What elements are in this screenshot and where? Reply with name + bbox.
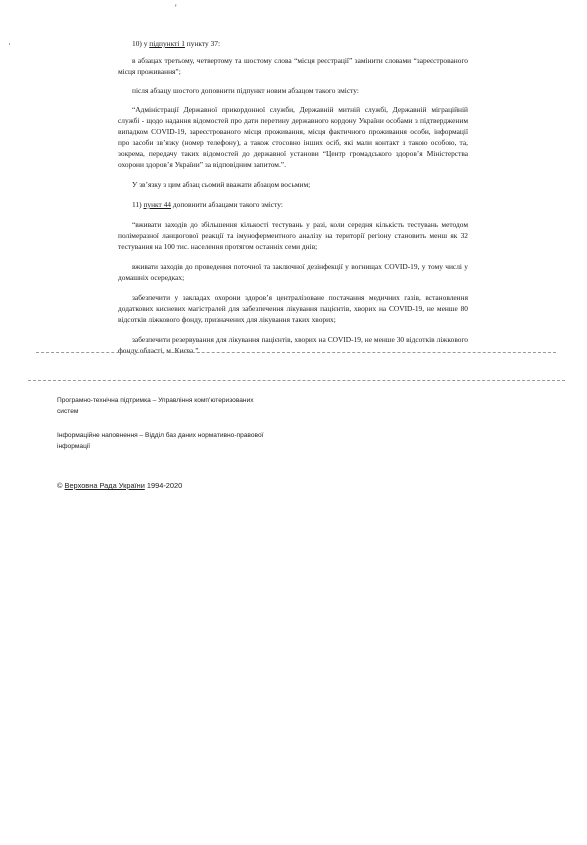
footer-support	[57, 395, 254, 417]
divider-top	[36, 352, 556, 353]
footer-copyright	[57, 480, 182, 491]
scan-speck-left: ·	[8, 39, 11, 49]
item-10-heading: 10) у підпункті 1 пункту 37:	[132, 39, 221, 48]
footer-info	[57, 430, 263, 452]
paragraph-3: “Адміністрації Державної прикордонної служби, Державній митній службі, Державній міграційній службі - щодо надання відомостей про дати перетину державного кордону України особами з підтвердженим випадком COVID-19, зареєстрованого місця проживання, місця фактичного проживання особи, інформації про засоби зв’язку (номер телефону), а також стосовно інших осіб, які мали контакт з такою особою, та, зокрема, передачу таких відомостей до державної установи “Центр громадського здоров’я Міністерства охорони здоров’я України” за відповідним запитом.”.	[118, 105, 468, 169]
divider-bottom	[28, 380, 565, 381]
paragraph-8: забезпечити резервування для лікування пацієнтів, хворих на COVID-19, не менше 30 відсотків ліжкового фонду області, м. Києва.”.	[118, 335, 468, 355]
paragraph-5: “вживати заходів до збільшення кількості тестувань у разі, коли середня кількість тестувань методом полімеразної ланцюгової реакції та імуноферментного аналізу на території регіону становить менш як 32 тестування на 100 тис. населення протягом останніх семи днів;	[118, 220, 468, 251]
paragraph-1: в абзацах третьому, четвертому та шостому слова “місця реєстрації” замінити словами “зареєстрованого місця проживання”;	[118, 56, 468, 76]
verkhovna-rada-link[interactable]: Верховна Рада України	[64, 481, 145, 490]
paragraph-6: вживати заходів до проведення поточної та заключної дезінфекції у вогнищах COVID-19, у тому числі у домашніх осередках;	[118, 262, 468, 282]
paragraph-2: після абзацу шостого доповнити підпункт новим абзацом такого змісту:	[132, 86, 359, 95]
subclause-1-link[interactable]: підпункті 1	[149, 39, 185, 48]
item-11-heading: 11) пункт 44 доповнити абзацами такого змісту:	[132, 200, 283, 209]
clause-44-link[interactable]: пункт 44	[143, 200, 172, 209]
copyright-years: 1994-2020	[144, 481, 183, 490]
footer-info-line2: інформації	[57, 443, 91, 450]
paragraph-7: забезпечити у закладах охорони здоров’я централізоване постачання медичних газів, встановлення додаткових кисневих магістралей для забезпечення лікування пацієнтів, хворих на COVID-19, не менше 80 відсотків ліжкового фонду, призначених для лікування таких хворих;	[118, 293, 468, 324]
footer-support-line1: Програмно-технічна підтримка – Управління комп’ютеризованих	[57, 397, 254, 404]
footer-info-line1: Інформаційне наповнення – Відділ баз даних нормативно-правової	[57, 432, 264, 439]
copyright-symbol: ©	[57, 481, 63, 490]
document-body	[118, 38, 468, 356]
paragraph-4: У зв’язку з цим абзац сьомий вважати абзацом восьмим;	[132, 180, 311, 189]
footer-support-line2: систем	[57, 408, 79, 415]
scan-speck-top: '	[175, 3, 177, 13]
